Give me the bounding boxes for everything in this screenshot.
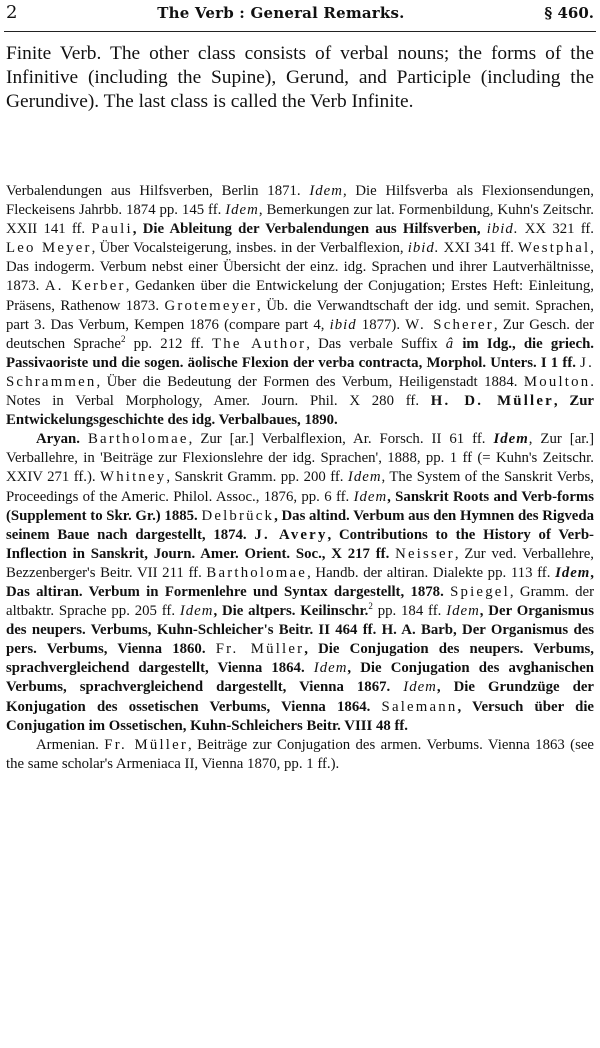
author-name: Westphal <box>518 240 591 257</box>
author-name: The Author <box>212 335 307 352</box>
author-name: Whitney <box>100 469 167 486</box>
author-name: Grotemeyer <box>164 297 258 314</box>
author-name: Bartholomae <box>206 564 308 581</box>
author-ref: Idem <box>403 679 437 696</box>
author-name: Neisser <box>395 545 455 562</box>
bibliography-paragraph-aryan: Aryan. Bartholomae, Zur [ar.] Verbalflexion, Ar. Forsch. II 61 ff. Idem, Zur [ar.] Verballehre, in 'Beiträge zur Flexionslehre der idg. Sprachen', 1888, pp. 1 ff (= Kuhn's Zeitschr. XXIV 271 ff.). Whitney, Sanskrit Gramm. pp. 200 ff. Idem, The System of the Sanskrit Verbs, Proceedings of the Americ. Philol. Assoc., 1876, pp. 6 ff. Idem, Sanskrit Roots and Verb-forms (Supplement to Skr. Gr.) 1885. Delbrück, Das altind. Verbum aus den Hymnen des Rigveda seinem Baue nach dargestellt, 1874. J. Avery, Contributions to the History of Verb-Inflection in Sanskrit, Journ. Amer. Orient. Soc., X 217 ff. Neisser, Zur ved. Verballehre, Bezzenberger's Beitr. VII 211 ff. Bartholomae, Handb. der altiran. Dialekte pp. 113 ff. Idem, Das altiran. Verbum in Formenlehre und Syntax dargestellt, 1878. Spiegel, Gramm. der altbaktr. Sprache pp. 205 ff. Idem, Die altpers. Keilinschr.$^2$ pp. 184 ff. Idem, Der Organismus des neupers. Verbums, Kuhn-Schleicher's Beitr. II 464 ff. H. A. Barb, Der Organismus des pers. Verbums, Vienna 1860. Fr. Müller, Die Conjugation des neupers. Verbums, sprachvergleichend dargestellt, Vienna 1864. Idem, Die Conjugation des avghanischen Verbums, sprachvergleichend dargestellt, Vienna 1867. Idem, Die Grundzüge der Konjugation des ossetischen Verbums, Vienna 1864. Salemann, Versuch über die Conjugation im Ossetischen, Kuhn-Schleichers Beitr. VIII 48 ff. <box>6 431 594 734</box>
author-ref: Idem <box>555 564 591 581</box>
author-name: J. Avery <box>254 526 328 543</box>
author-name: H. D. Müller <box>430 393 554 410</box>
edition-superscript: 2 <box>368 601 373 612</box>
author-ref: Idem <box>309 183 343 199</box>
author-name: Bartholomae <box>87 431 189 448</box>
author-name: Pauli <box>91 221 133 238</box>
bibliography-paragraph-armenian: Armenian. Fr. Müller, Beiträge zur Conjugation des armen. Verbums. Vienna 1863 (see the same scholar's Armeniaca II, Vienna 1870, pp. 1 ff.). <box>6 736 594 772</box>
author-name: J. Schrammen <box>6 354 594 390</box>
bibliography-notes <box>6 182 594 774</box>
author-name: Moulton <box>523 373 591 390</box>
author-ref: Idem <box>313 660 348 677</box>
author-ref: Idem <box>225 202 259 219</box>
author-name: W. Scherer <box>405 316 494 333</box>
edition-superscript: 2 <box>120 333 126 344</box>
section-number: § 460. <box>544 4 594 22</box>
author-name: A. Kerber <box>44 278 126 295</box>
author-name: Fr. Müller <box>215 641 305 658</box>
section-label: Aryan. <box>36 431 88 448</box>
author-name: Salemann <box>381 698 458 715</box>
intro-paragraph: Finite Verb. The other class consists of verbal nouns; the forms of the Infinitive (including the Supine), Gerund, and Participle (including the Gerundive). The last class is called the Verb Infinite. <box>6 43 594 112</box>
author-name: Spiegel <box>450 583 510 600</box>
author-ref: Idem <box>347 469 382 486</box>
author-ref: Idem <box>353 488 388 505</box>
running-title: The Verb : General Remarks. <box>157 4 405 22</box>
author-name: Fr. Müller <box>104 736 189 753</box>
section-label: Armenian. <box>36 736 105 753</box>
author-name: Leo Meyer <box>6 240 92 257</box>
header-rule <box>4 31 596 32</box>
bibliography-paragraph-general: Verbalendungen aus Hilfsverben, Berlin 1871. Idem, Die Hilfsverba als Flexionsendungen, Fleckeisens Jahrbb. 1874 pp. 145 ff. Idem, Bemerkungen zur lat. Formenbildung, Kuhn's Zeitschr. XXII 141 ff. Pauli, Die Ableitung der Verbalendungen aus Hilfsverben, ibid. XX 321 ff. Leo Meyer, Über Vocalsteigerung, insbes. in der Verbalflexion, ibid. XXI 341 ff. Westphal, Das indogerm. Verbum nebst einer Übersicht der einz. idg. Sprachen und ihrer Lautverhältnisse, 1873. A. Kerber, Gedanken über die Entwickelung der Conjugation; Erstes Heft: Einleitung, Präsens, Rathenow 1873. Grotemeyer, Üb. die Verwandtschaft der idg. und semit. Sprachen, part 3. Das Verbum, Kempen 1876 (compare part 4, ibid 1877). W. Scherer, Zur Gesch. der deutschen Sprache$^2$ pp. 212 ff. The Author, Das verbale Suffix â im Idg., die griech. Passivaoriste und die sogen. äolische Flexion der verba contracta, Morphol. Unters. I 1 ff. J. Schrammen, Über die Bedeutung der Formen des Verbum, Heiligenstadt 1884. Moulton. Notes in Verbal Morphology, Amer. Journ. Phil. X 280 ff. H. D. Müller, Zur Entwickelungsgeschichte des idg. Verbalbaues, 1890. <box>6 183 595 429</box>
page-number: 2 <box>6 2 18 23</box>
author-ref: Idem <box>179 603 214 620</box>
author-ref: Idem <box>493 431 529 448</box>
author-name: Delbrück <box>201 507 275 524</box>
page-header <box>6 2 594 28</box>
author-ref: Idem <box>446 603 480 620</box>
